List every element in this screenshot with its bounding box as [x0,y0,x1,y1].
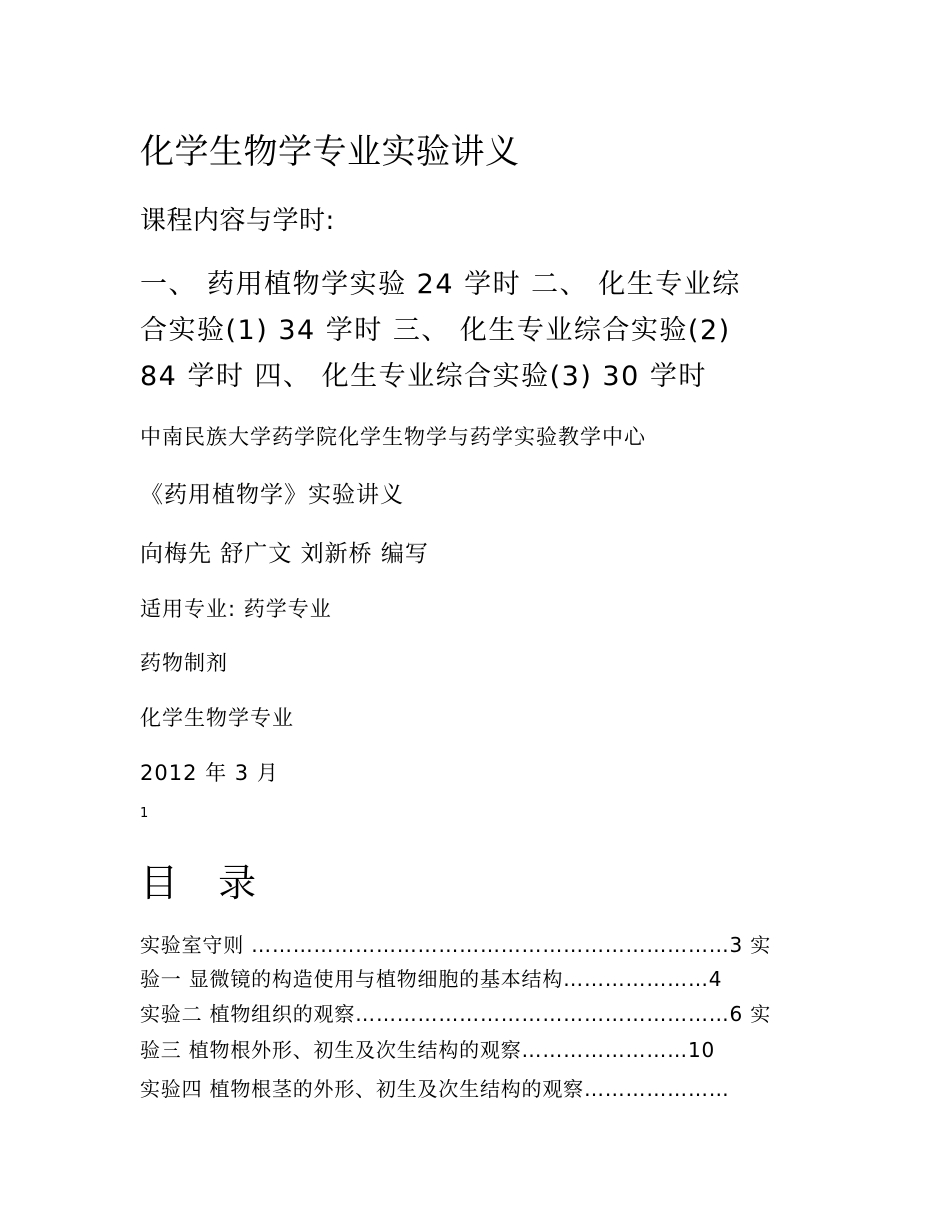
course-content-heading: 课程内容与学时: [140,206,335,236]
document-title: 化学生物学专业实验讲义 [140,132,520,172]
toc-line-1: 实验室守则 ……………………………………………………………3 实 [140,933,772,957]
toc-title: 目 录 [140,861,271,905]
major-pharmaceutics: 药物制剂 [140,651,228,675]
page-number: 1 [140,806,149,821]
course-line-2: 合实验(1) 34 学时 三、 化生专业综合实验(2) [140,315,731,346]
authors: 向梅先 舒广文 刘新桥 编写 [140,541,429,567]
date: 2012 年 3 月 [140,761,279,785]
toc-line-3: 实验二 植物组织的观察………………………………………………6 实 [140,1002,772,1026]
course-line-3: 84 学时 四、 化生专业综合实验(3) 30 学时 [140,361,707,392]
toc-line-5: 实验四 植物根茎的外形、初生及次生结构的观察………………… [140,1077,730,1101]
toc-line-4: 验三 植物根外形、初生及次生结构的观察……………………10 [140,1038,716,1062]
course-line-1: 一、 药用植物学实验 24 学时 二、 化生专业综 [140,269,741,300]
manual-title: 《药用植物学》实验讲义 [140,482,404,508]
applicable-major: 适用专业: 药学专业 [140,597,332,621]
major-chemical-biology: 化学生物学专业 [140,706,294,730]
institution-name: 中南民族大学药学院化学生物学与药学实验教学中心 [140,425,646,449]
document-page [140,0,820,1230]
toc-line-2: 验一 显微镜的构造使用与植物细胞的基本结构…………………4 [140,967,723,991]
